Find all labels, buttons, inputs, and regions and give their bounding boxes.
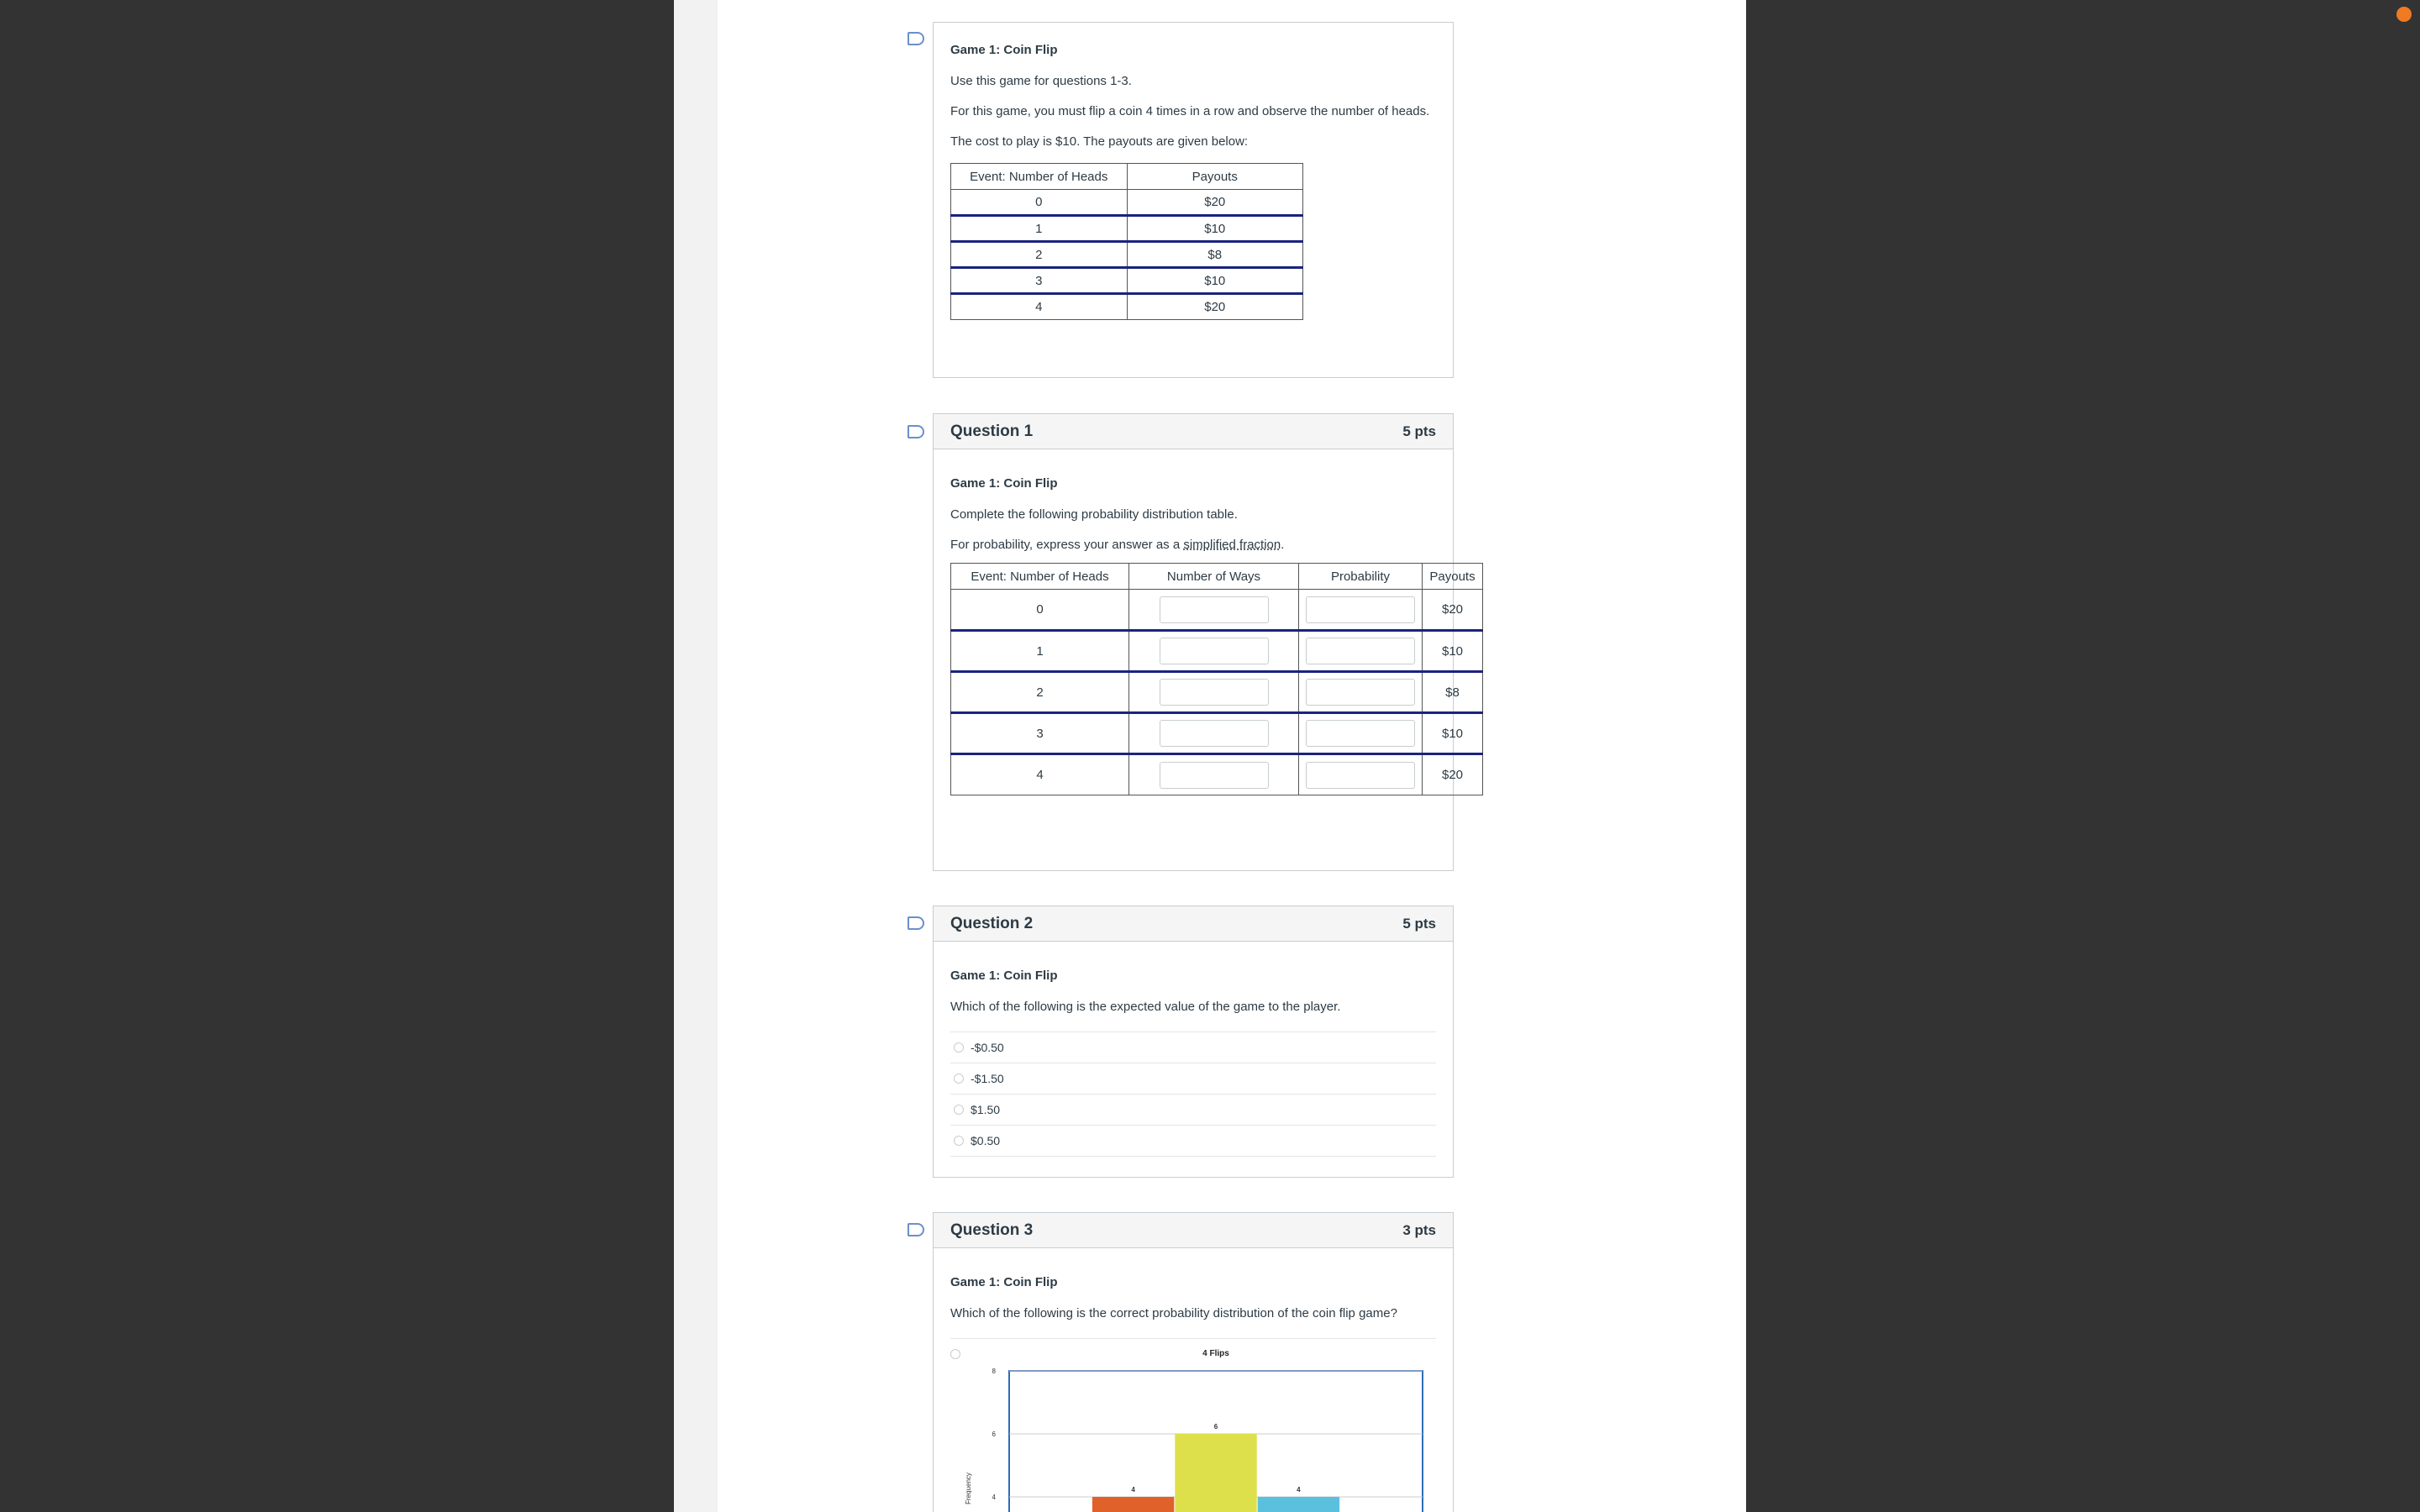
- table-row: [951, 294, 1303, 320]
- game-title: Game 1: Coin Flip: [950, 1275, 1058, 1289]
- heads-cell: 0: [951, 590, 1129, 631]
- question-header: [934, 1213, 1453, 1248]
- table-header: Number of Ways: [1129, 564, 1299, 590]
- bar-value-label: 6: [1213, 1423, 1218, 1431]
- answer-radio[interactable]: [954, 1105, 964, 1115]
- distribution-table: [950, 563, 1483, 795]
- table-row: [951, 754, 1483, 795]
- intro-p2: For this game, you must flip a coin 4 times in a row and observe the number of heads.: [950, 104, 1430, 118]
- table-row: [951, 672, 1483, 713]
- bar-value-label: 4: [1297, 1486, 1301, 1494]
- ways-input-cell: [1129, 590, 1299, 631]
- probability-input-cell: [1299, 590, 1423, 631]
- payout-table: [950, 163, 1303, 320]
- ways-input-cell: [1129, 713, 1299, 754]
- y-tick-label: 8: [992, 1368, 996, 1375]
- q2-prompt: Which of the following is the expected value of the game to the player.: [950, 1000, 1341, 1014]
- game-title: Game 1: Coin Flip: [950, 43, 1058, 57]
- payout-cell: $20: [1127, 294, 1303, 320]
- intro-card: [933, 22, 1454, 378]
- heads-cell: 0: [951, 190, 1128, 216]
- y-tick-label: 4: [992, 1494, 996, 1501]
- bookmark-flag-icon[interactable]: [908, 32, 924, 45]
- ways-input[interactable]: [1160, 679, 1269, 706]
- question-title: Question 2: [950, 914, 1034, 932]
- q1-p2-end: .: [1281, 538, 1285, 552]
- y-axis-label: Frequency: [965, 1473, 972, 1504]
- answer-option[interactable]: [950, 1094, 1436, 1125]
- answer-radio[interactable]: [954, 1074, 964, 1084]
- quiz-page: [674, 0, 1746, 1512]
- ways-input-cell: [1129, 672, 1299, 713]
- heads-cell: 3: [951, 268, 1128, 294]
- bar: [1175, 1434, 1256, 1512]
- table-row: [951, 268, 1303, 294]
- heads-cell: 3: [951, 713, 1129, 754]
- ways-input-cell: [1129, 631, 1299, 672]
- q1-p2: [950, 536, 1436, 554]
- question-3-card: [933, 1212, 1454, 1512]
- question-header: [934, 414, 1453, 449]
- answer-option[interactable]: [950, 1063, 1436, 1094]
- probability-input[interactable]: [1306, 596, 1415, 623]
- game-title: Game 1: Coin Flip: [950, 969, 1058, 983]
- ways-input[interactable]: [1160, 638, 1269, 664]
- ways-input[interactable]: [1160, 596, 1269, 623]
- notification-dot-icon[interactable]: [2396, 7, 2412, 22]
- left-gutter: [674, 0, 718, 1512]
- y-tick-label: 6: [992, 1431, 996, 1438]
- table-row: [951, 190, 1303, 216]
- ways-input[interactable]: [1160, 720, 1269, 747]
- payout-cell: $8: [1127, 242, 1303, 268]
- q3-prompt: Which of the following is the correct probability distribution of the coin flip game?: [950, 1306, 1397, 1320]
- probability-input-cell: [1299, 672, 1423, 713]
- q1-p1: Complete the following probability distribution table.: [950, 507, 1238, 522]
- probability-input-cell: [1299, 713, 1423, 754]
- question-header: [934, 906, 1453, 942]
- question-points: 3 pts: [1402, 1221, 1436, 1238]
- question-title: Question 1: [950, 422, 1034, 440]
- table-row: [951, 590, 1483, 631]
- table-header: Probability: [1299, 564, 1423, 590]
- payout-cell: $8: [1423, 672, 1483, 713]
- answer-radio[interactable]: [954, 1042, 964, 1053]
- answer-radio[interactable]: [954, 1136, 964, 1146]
- ways-input[interactable]: [1160, 762, 1269, 789]
- frequency-chart: [959, 1339, 1446, 1512]
- answer-option[interactable]: [950, 1338, 1436, 1512]
- ways-input-cell: [1129, 754, 1299, 795]
- bar: [1258, 1497, 1339, 1512]
- question-2-card: [933, 906, 1454, 1178]
- bar: [1092, 1497, 1174, 1512]
- bookmark-flag-icon[interactable]: [908, 916, 924, 930]
- question-title: Question 3: [950, 1221, 1034, 1239]
- answer-option[interactable]: [950, 1032, 1436, 1063]
- probability-input-cell: [1299, 754, 1423, 795]
- answer-label: -$0.50: [971, 1041, 1004, 1054]
- bar-value-label: 4: [1131, 1486, 1135, 1494]
- answer-list: [950, 1032, 1436, 1157]
- payout-cell: $20: [1423, 754, 1483, 795]
- probability-input[interactable]: [1306, 679, 1415, 706]
- question-1-card: [933, 413, 1476, 871]
- heads-cell: 2: [951, 242, 1128, 268]
- probability-input-cell: [1299, 631, 1423, 672]
- payout-cell: $20: [1127, 190, 1303, 216]
- payout-cell: $10: [1127, 268, 1303, 294]
- answer-label: -$1.50: [971, 1072, 1004, 1085]
- payout-cell: $20: [1423, 590, 1483, 631]
- heads-cell: 4: [951, 754, 1129, 795]
- intro-p3: The cost to play is $10. The payouts are given below:: [950, 134, 1249, 149]
- table-row: [951, 216, 1303, 242]
- table-header: Payouts: [1127, 164, 1303, 190]
- game-title: Game 1: Coin Flip: [950, 476, 1058, 491]
- probability-input[interactable]: [1306, 638, 1415, 664]
- payout-cell: $10: [1127, 216, 1303, 242]
- bookmark-flag-icon[interactable]: [908, 425, 924, 438]
- question-points: 5 pts: [1402, 423, 1436, 439]
- table-row: [951, 631, 1483, 672]
- answer-label: $0.50: [971, 1134, 1001, 1147]
- heads-cell: 1: [951, 631, 1129, 672]
- table-header: Event: Number of Heads: [951, 164, 1128, 190]
- simplified-fraction-link[interactable]: simplified fraction: [1183, 538, 1281, 552]
- heads-cell: 1: [951, 216, 1128, 242]
- answer-option[interactable]: [950, 1125, 1436, 1156]
- table-header: Event: Number of Heads: [951, 564, 1129, 590]
- answer-label: $1.50: [971, 1103, 1001, 1116]
- table-row: [951, 713, 1483, 754]
- payout-cell: $10: [1423, 631, 1483, 672]
- intro-p1: Use this game for questions 1-3.: [950, 74, 1132, 88]
- payout-cell: $10: [1423, 713, 1483, 754]
- q1-p2-text: For probability, express your answer as a: [950, 538, 1184, 552]
- heads-cell: 2: [951, 672, 1129, 713]
- table-header: Payouts: [1423, 564, 1483, 590]
- heads-cell: 4: [951, 294, 1128, 320]
- probability-input[interactable]: [1306, 762, 1415, 789]
- bookmark-flag-icon[interactable]: [908, 1223, 924, 1236]
- table-row: [951, 242, 1303, 268]
- chart-title: 4 Flips: [1202, 1349, 1229, 1358]
- probability-input[interactable]: [1306, 720, 1415, 747]
- question-points: 5 pts: [1402, 915, 1436, 932]
